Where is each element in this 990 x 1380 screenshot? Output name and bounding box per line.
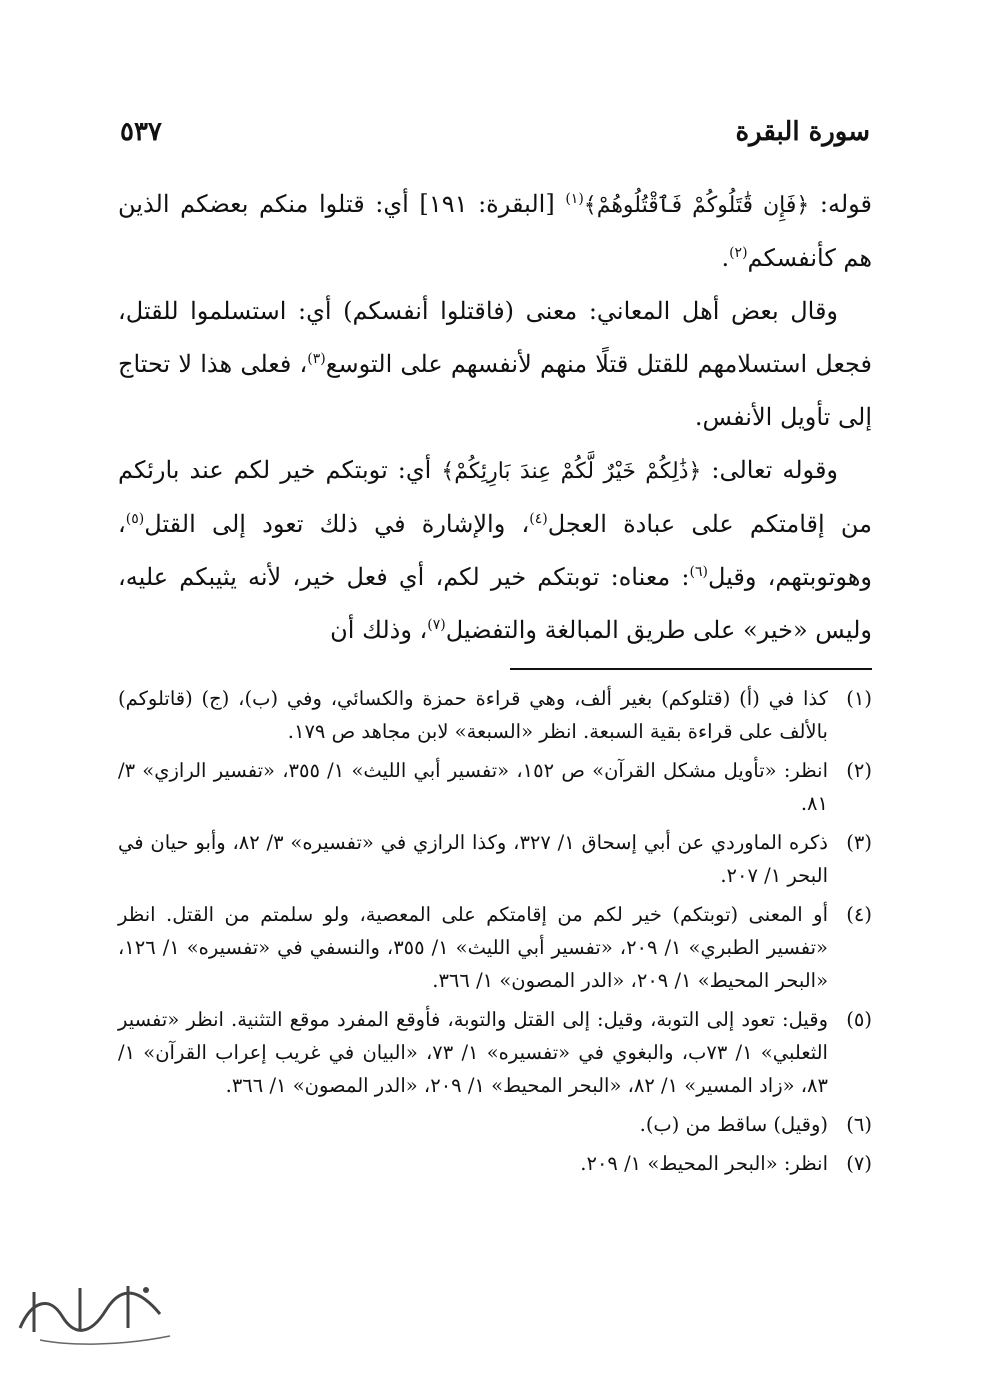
paragraph-3: وقوله تعالى: ﴿ذَٰلِكُمْ خَيْرٌ لَّكُمْ عِندَ بَارِئِكُمْ﴾ أي: توبتكم خير لكم عند بارئكم من إقامتكم على عبادة العجل$^{(٤)}$، والإشارة في ذلك تعود إلى القتل$^{(٥)}$، وهوتوبتهم، وقيل$^{(٦)}$: معناه: توبتكم خير لكم، أي فعل خير، لأنه يثيبكم عليه، وليس «خير» على طريق المبالغة والتفضيل$^{(٧)}$، وذلك أن <box>118 456 872 644</box>
footnote-ref[interactable]: (١) <box>565 191 584 207</box>
footnote-number: (٣) <box>846 831 872 854</box>
footnote-text: ذكره الماوردي عن أبي إسحاق ١/ ٣٢٧، وكذا الرازي في «تفسيره» ٣/ ٨٢، وأبو حيان في البحر ١/ ٢٠٧. <box>118 831 828 887</box>
footnote <box>118 1147 872 1180</box>
footnote-ref[interactable]: (٤) <box>529 511 548 527</box>
paragraph-1: قوله: ﴿فَإِن قَٰتَلُوكُمْ فَٱقْتُلُوهُمْ﴾$^{(١)}$ [البقرة: ١٩١] أي: قتلوا منكم بعضكم الذين هم كأنفسكم$^{(٢)}$. <box>118 190 873 272</box>
footnote-ref[interactable]: (٧) <box>427 617 446 633</box>
footnote-ref[interactable]: (٥) <box>125 511 145 527</box>
footnote-ref[interactable]: (٢) <box>729 245 748 261</box>
footnote-text: أو المعنى (توبتكم) خير لكم من إقامتكم على المعصية، ولو سلمتم من القتل. انظر «تفسير الطبري» ١/ ٢٠٩، «تفسير أبي الليث» ١/ ٣٥٥، والنسفي في «تفسيره» ١/ ١٢٦، «البحر المحيط» ١/ ٢٠٩، «الدر المصون» ١/ ٣٦٦. <box>118 903 828 992</box>
footnote-text: وقيل: تعود إلى التوبة، وقيل: إلى القتل والتوبة، فأوقع المفرد موقع التثنية. انظر «تفسير الثعلبي» ١/ ٧٣ب، والبغوي في «تفسيره» ١/ ٧٣، «البيان في غريب إعراب القرآن» ١/ ٨٣، «زاد المسير» ١/ ٨٢، «البحر المحيط» ١/ ٢٠٩، «الدر المصون» ١/ ٣٦٦. <box>118 1008 828 1097</box>
footnote-ref[interactable]: (٦) <box>689 564 708 580</box>
footnote-text: انظر: «البحر المحيط» ١/ ٢٠٩. <box>580 1152 828 1175</box>
footnote-number: (١) <box>846 687 872 710</box>
footnotes <box>118 682 872 1186</box>
footnote <box>118 682 872 748</box>
page-number: ٥٣٧ <box>120 117 162 147</box>
watermark-logo <box>10 1270 180 1350</box>
footnote <box>118 754 872 820</box>
footnote-number: (٧) <box>846 1152 872 1175</box>
paragraph-2: وقال بعض أهل المعاني: معنى (فاقتلوا أنفسكم) أي: استسلموا للقتل، فجعل استسلامهم للقتل قتلًا منهم لأنفسهم على التوسع$^{(٣)}$، فعلى هذا لا تحتاج إلى تأويل الأنفس. <box>118 297 872 431</box>
quran-verse: ﴿ذَٰلِكُمْ خَيْرٌ لَّكُمْ عِندَ بَارِئِكُمْ﴾ <box>441 459 702 484</box>
main-text <box>118 178 872 657</box>
page-header <box>120 112 870 152</box>
footnote-number: (٢) <box>846 759 872 782</box>
footnote-number: (٦) <box>846 1113 872 1136</box>
footnote-number: (٥) <box>846 1008 872 1031</box>
footnote-ref[interactable]: (٣) <box>307 351 326 367</box>
footnote <box>118 826 872 892</box>
footnote <box>118 1108 872 1141</box>
footnote-text: انظر: «تأويل مشكل القرآن» ص ١٥٢، «تفسير أبي الليث» ١/ ٣٥٥، «تفسير الرازي» ٣/ ٨١. <box>118 759 828 815</box>
quran-verse: ﴿فَإِن قَٰتَلُوكُمْ فَٱقْتُلُوهُمْ﴾ <box>583 193 810 218</box>
footnote-text: (وقيل) ساقط من (ب). <box>639 1113 828 1136</box>
footnote-text: كذا في (أ) (قتلوكم) بغير ألف، وهي قراءة حمزة والكسائي، وفي (ب)، (ج) (قاتلوكم) بالألف على قراءة بقية السبعة. انظر «السبعة» لابن مجاهد ص ١٧٩. <box>118 687 828 743</box>
footnote-number: (٤) <box>846 903 872 926</box>
footnote <box>118 1003 872 1102</box>
footnote <box>118 898 872 997</box>
footnote-separator <box>510 668 872 670</box>
surah-title: سورة البقرة <box>735 117 870 147</box>
